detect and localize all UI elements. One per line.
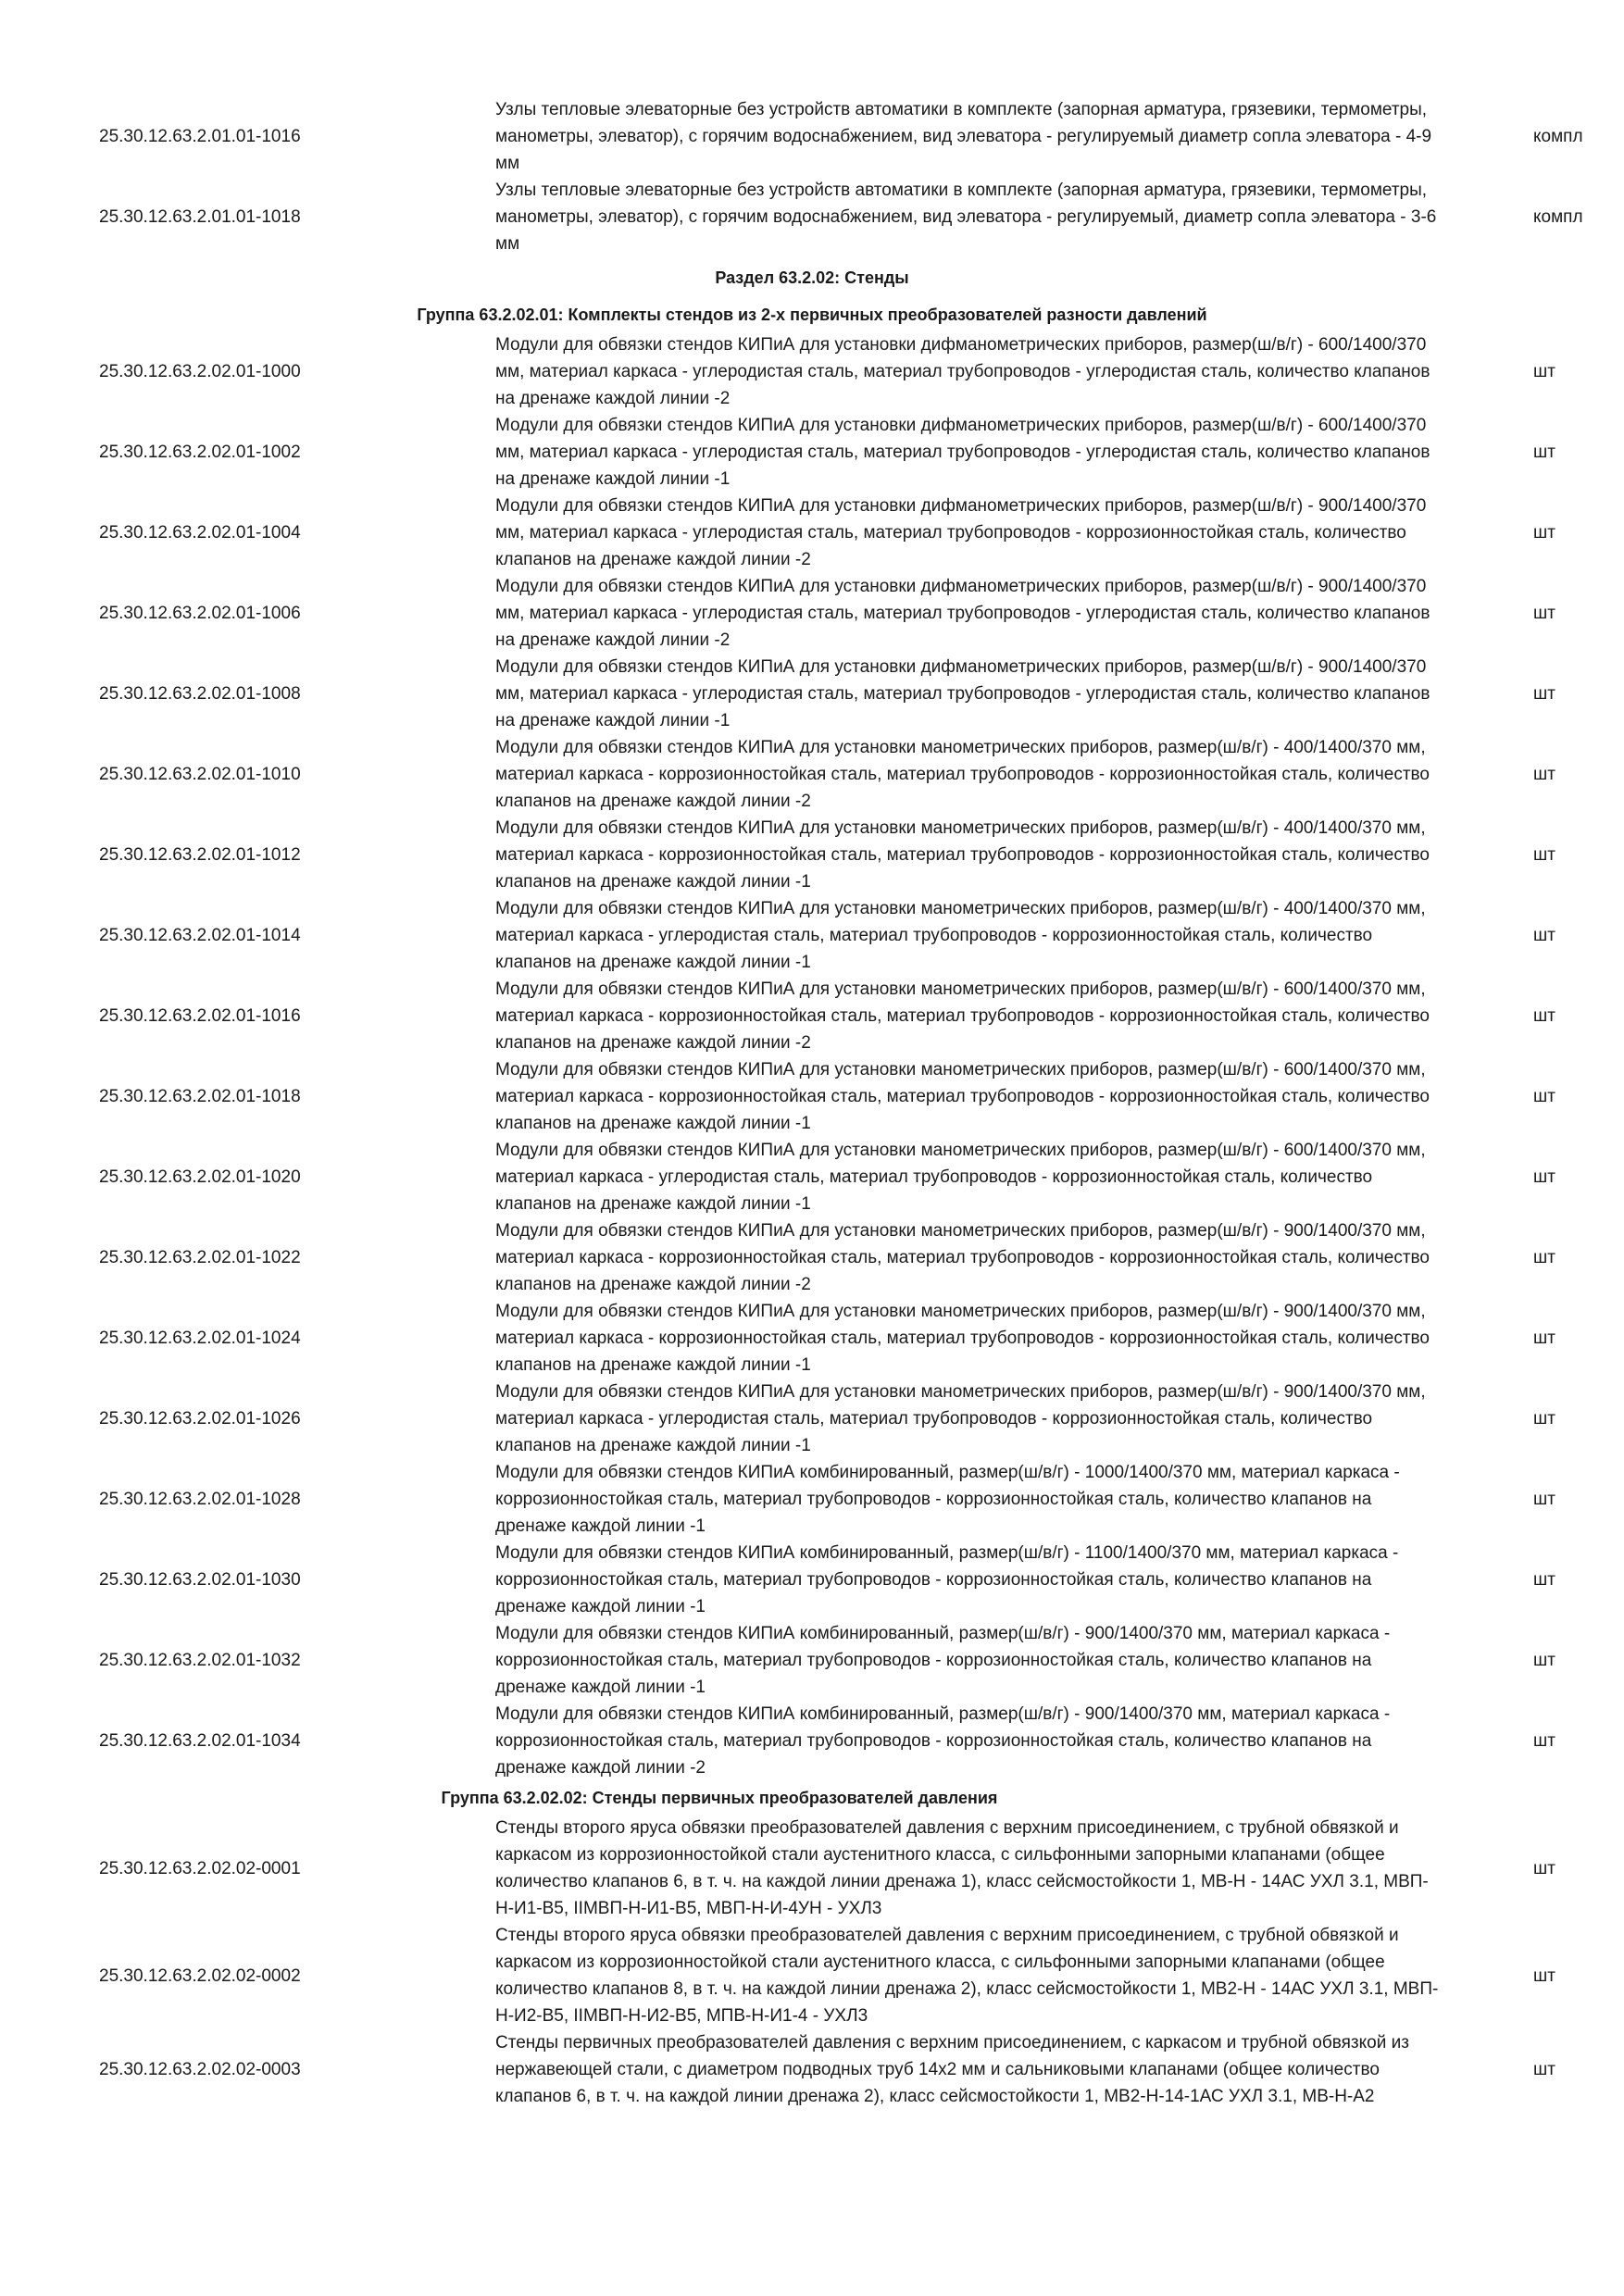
table-row	[0, 734, 1624, 815]
item-description: Стенды первичных преобразователей давления с верхним присоединением, с каркасом и трубной обвязкой из нержавеющей стали, с диаметром подводных труб 14х2 мм и сальниковыми клапанами (общее количество клапанов 6, в т. ч. на каждой линии дренажа 2), класс сейсмостойкости 1, МВ2-Н-14-1АС УХЛ 3.1, МВ-Н-А2	[495, 2033, 1409, 2106]
item-unit: шт	[1533, 523, 1555, 543]
table-row	[0, 976, 1624, 1056]
item-unit: шт	[1533, 926, 1555, 945]
item-code: 25.30.12.63.2.02.01-1010	[99, 765, 301, 784]
item-description: Стенды второго яруса обвязки преобразователей давления с верхним присоединением, с трубной обвязкой и каркасом из коррозионностойкой стали аустенитного класса, с сильфонными запорными клапанами (общее количество клапанов 6, в т. ч. на каждой линии дренажа 1), класс сейсмостойкости 1, МВ-Н - 14АС УХЛ 3.1, МВП-Н-И1-В5, IIМВП-Н-И1-В5, МВП-Н-И-4УН - УХЛ3	[495, 1818, 1429, 1918]
item-description: Модули для обвязки стендов КИПиА для установки дифманометрических приборов, размер(ш/в/г) - 900/1400/370 мм, материал каркаса - углеродистая сталь, материал трубопроводов - углеродистая сталь, количество клапанов на дренаже каждой линии -2	[495, 577, 1430, 650]
item-description: Модули для обвязки стендов КИПиА для установки дифманометрических приборов, размер(ш/в/г) - 900/1400/370 мм, материал каркаса - углеродистая сталь, материал трубопроводов - углеродистая сталь, количество клапанов на дренаже каждой линии -1	[495, 657, 1430, 730]
item-unit: компл	[1533, 207, 1583, 227]
table-row	[0, 573, 1624, 654]
item-code: 25.30.12.63.2.02.01-1032	[99, 1651, 301, 1670]
group1-title: Группа 63.2.02.01: Комплекты стендов из 2-х первичных преобразователей разности давлений	[417, 306, 1207, 324]
item-description: Модули для обвязки стендов КИПиА для установки манометрических приборов, размер(ш/в/г) - 400/1400/370 мм, материал каркаса - коррозионностойкая сталь, материал трубопроводов - коррозионностойкая сталь, количество клапанов на дренаже каждой линии -1	[495, 818, 1430, 892]
table-row	[0, 331, 1624, 412]
item-code: 25.30.12.63.2.02.01-1018	[99, 1087, 301, 1106]
item-description: Модули для обвязки стендов КИПиА для установки манометрических приборов, размер(ш/в/г) - 400/1400/370 мм, материал каркаса - коррозионностойкая сталь, материал трубопроводов - коррозионностойкая сталь, количество клапанов на дренаже каждой линии -2	[495, 738, 1430, 811]
table-row	[0, 493, 1624, 573]
item-unit: шт	[1533, 684, 1555, 704]
item-code: 25.30.12.63.2.02.01-1004	[99, 523, 301, 543]
item-unit: шт	[1533, 1490, 1555, 1509]
item-code: 25.30.12.63.2.02.01-1000	[99, 362, 301, 381]
item-unit: шт	[1533, 1570, 1555, 1590]
table-row	[0, 1701, 1624, 1781]
table-row	[0, 1217, 1624, 1298]
item-unit: шт	[1533, 1409, 1555, 1429]
table-row	[0, 412, 1624, 493]
item-code: 25.30.12.63.2.02.01-1002	[99, 443, 301, 462]
table-row	[0, 1620, 1624, 1701]
table-row	[0, 1459, 1624, 1540]
table-row	[0, 895, 1624, 976]
group2-title: Группа 63.2.02.02: Стенды первичных преобразователей давления	[441, 1789, 998, 1807]
item-code: 25.30.12.63.2.02.01-1030	[99, 1570, 301, 1590]
table-row	[0, 177, 1624, 257]
item-description: Модули для обвязки стендов КИПиА для установки дифманометрических приборов, размер(ш/в/г) - 900/1400/370 мм, материал каркаса - углеродистая сталь, материал трубопроводов - коррозионностойкая сталь, количество клапанов на дренаже каждой линии -2	[495, 496, 1427, 569]
item-unit: шт	[1533, 362, 1555, 381]
table-row	[0, 815, 1624, 895]
item-code: 25.30.12.63.2.02.01-1026	[99, 1409, 301, 1429]
item-unit: шт	[1533, 765, 1555, 784]
item-description: Узлы тепловые элеваторные без устройств автоматики в комплекте (запорная арматура, грязевики, термометры, манометры, элеватор), с горячим водоснабжением, вид элеватора - регулируемый диаметр сопла элеватора - 4-9 мм	[495, 100, 1432, 173]
item-description: Модули для обвязки стендов КИПиА для установки манометрических приборов, размер(ш/в/г) - 400/1400/370 мм, материал каркаса - углеродистая сталь, материал трубопроводов - коррозионностойкая сталь, количество клапанов на дренаже каждой линии -1	[495, 899, 1426, 972]
item-unit: шт	[1533, 1651, 1555, 1670]
table-row	[0, 1540, 1624, 1620]
item-code: 25.30.12.63.2.02.01-1008	[99, 684, 301, 704]
item-code: 25.30.12.63.2.02.02-0003	[99, 2060, 301, 2079]
item-description: Узлы тепловые элеваторные без устройств автоматики в комплекте (запорная арматура, грязевики, термометры, манометры, элеватор), с горячим водоснабжением, вид элеватора - регулируемый, диаметр сопла элеватора - 3-6 мм	[495, 181, 1437, 254]
item-description: Стенды второго яруса обвязки преобразователей давления с верхним присоединением, с трубной обвязкой и каркасом из коррозионностойкой стали аустенитного класса, с сильфонными запорными клапанами (общее количество клапанов 8, в т. ч. на каждой линии дренажа 2), класс сейсмостойкости 1, МВ2-Н - 14АС УХЛ 3.1, МВП-Н-И2-В5, IIМВП-Н-И2-В5, МПВ-Н-И1-4 - УХЛ3	[495, 1926, 1439, 2026]
item-unit: шт	[1533, 845, 1555, 865]
item-code: 25.30.12.63.2.02.01-1034	[99, 1731, 301, 1751]
table-row	[0, 1056, 1624, 1137]
item-unit: шт	[1533, 1006, 1555, 1026]
item-code: 25.30.12.63.2.02.01-1016	[99, 1006, 301, 1026]
item-description: Модули для обвязки стендов КИПиА комбинированный, размер(ш/в/г) - 1100/1400/370 мм, материал каркаса - коррозионностойкая сталь, материал трубопроводов - коррозионностойкая сталь, количество клапанов на дренаже каждой линии -1	[495, 1543, 1399, 1616]
top-rows	[0, 96, 1624, 257]
item-unit: шт	[1533, 1329, 1555, 1348]
table-row	[0, 1815, 1624, 1922]
table-row	[0, 1137, 1624, 1217]
item-unit: шт	[1533, 1731, 1555, 1751]
item-description: Модули для обвязки стендов КИПиА для установки манометрических приборов, размер(ш/в/г) - 600/1400/370 мм, материал каркаса - коррозионностойкая сталь, материал трубопроводов - коррозионностойкая сталь, количество клапанов на дренаже каждой линии -1	[495, 1060, 1430, 1133]
section-title: Раздел 63.2.02: Стенды	[715, 268, 909, 287]
item-description: Модули для обвязки стендов КИПиА для установки манометрических приборов, размер(ш/в/г) - 600/1400/370 мм, материал каркаса - углеродистая сталь, материал трубопроводов - коррозионностойкая сталь, количество клапанов на дренаже каждой линии -1	[495, 1141, 1426, 1214]
item-code: 25.30.12.63.2.02.01-1022	[99, 1248, 301, 1267]
item-code: 25.30.12.63.2.02.02-0001	[99, 1858, 301, 1878]
item-code: 25.30.12.63.2.02.01-1014	[99, 926, 301, 945]
item-description: Модули для обвязки стендов КИПиА для установки манометрических приборов, размер(ш/в/г) - 900/1400/370 мм, материал каркаса - коррозионностойкая сталь, материал трубопроводов - коррозионностойкая сталь, количество клапанов на дренаже каждой линии -1	[495, 1302, 1430, 1375]
table-row	[0, 654, 1624, 734]
table-row	[0, 1379, 1624, 1459]
item-code: 25.30.12.63.2.02.01-1028	[99, 1490, 301, 1509]
item-unit: шт	[1533, 1858, 1555, 1878]
item-description: Модули для обвязки стендов КИПиА для установки манометрических приборов, размер(ш/в/г) - 900/1400/370 мм, материал каркаса - углеродистая сталь, материал трубопроводов - коррозионностойкая сталь, количество клапанов на дренаже каждой линии -1	[495, 1382, 1426, 1455]
table-row	[0, 1298, 1624, 1379]
table-row	[0, 1922, 1624, 2029]
document-body	[0, 96, 1624, 2110]
item-code: 25.30.12.63.2.01.01-1018	[99, 207, 301, 227]
table-row	[0, 2029, 1624, 2110]
item-code: 25.30.12.63.2.02.01-1006	[99, 604, 301, 623]
table-row	[0, 96, 1624, 177]
group-heading-1	[0, 298, 1624, 331]
item-description: Модули для обвязки стендов КИПиА для установки дифманометрических приборов, размер(ш/в/г) - 600/1400/370 мм, материал каркаса - углеродистая сталь, материал трубопроводов - углеродистая сталь, количество клапанов на дренаже каждой линии -2	[495, 335, 1430, 408]
item-description: Модули для обвязки стендов КИПиА комбинированный, размер(ш/в/г) - 900/1400/370 мм, материал каркаса - коррозионностойкая сталь, материал трубопроводов - коррозионностойкая сталь, количество клапанов на дренаже каждой линии -2	[495, 1704, 1391, 1778]
item-code: 25.30.12.63.2.02.01-1020	[99, 1167, 301, 1187]
item-code: 25.30.12.63.2.02.01-1024	[99, 1329, 301, 1348]
item-unit: шт	[1533, 443, 1555, 462]
group-heading-2	[0, 1781, 1624, 1815]
item-unit: шт	[1533, 1965, 1555, 1986]
item-description: Модули для обвязки стендов КИПиА комбинированный, размер(ш/в/г) - 1000/1400/370 мм, материал каркаса - коррозионностойкая сталь, материал трубопроводов - коррозионностойкая сталь, количество клапанов на дренаже каждой линии -1	[495, 1463, 1400, 1536]
item-description: Модули для обвязки стендов КИПиА для установки манометрических приборов, размер(ш/в/г) - 600/1400/370 мм, материал каркаса - коррозионностойкая сталь, материал трубопроводов - коррозионностойкая сталь, количество клапанов на дренаже каждой линии -2	[495, 980, 1430, 1053]
item-description: Модули для обвязки стендов КИПиА комбинированный, размер(ш/в/г) - 900/1400/370 мм, материал каркаса - коррозионностойкая сталь, материал трубопроводов - коррозионностойкая сталь, количество клапанов на дренаже каждой линии -1	[495, 1624, 1391, 1697]
item-unit: шт	[1533, 1248, 1555, 1267]
item-code: 25.30.12.63.2.02.01-1012	[99, 845, 301, 865]
group1-rows	[0, 331, 1624, 1781]
item-unit: шт	[1533, 1087, 1555, 1106]
group2-rows	[0, 1815, 1624, 2110]
item-unit: шт	[1533, 2060, 1555, 2079]
item-code: 25.30.12.63.2.02.02-0002	[99, 1965, 301, 1986]
item-unit: шт	[1533, 1167, 1555, 1187]
section-heading	[0, 257, 1624, 298]
item-unit: шт	[1533, 604, 1555, 623]
item-description: Модули для обвязки стендов КИПиА для установки манометрических приборов, размер(ш/в/г) - 900/1400/370 мм, материал каркаса - коррозионностойкая сталь, материал трубопроводов - коррозионностойкая сталь, количество клапанов на дренаже каждой линии -2	[495, 1221, 1430, 1294]
item-unit: компл	[1533, 127, 1583, 146]
item-description: Модули для обвязки стендов КИПиА для установки дифманометрических приборов, размер(ш/в/г) - 600/1400/370 мм, материал каркаса - углеродистая сталь, материал трубопроводов - углеродистая сталь, количество клапанов на дренаже каждой линии -1	[495, 416, 1430, 489]
item-code: 25.30.12.63.2.01.01-1016	[99, 127, 301, 146]
